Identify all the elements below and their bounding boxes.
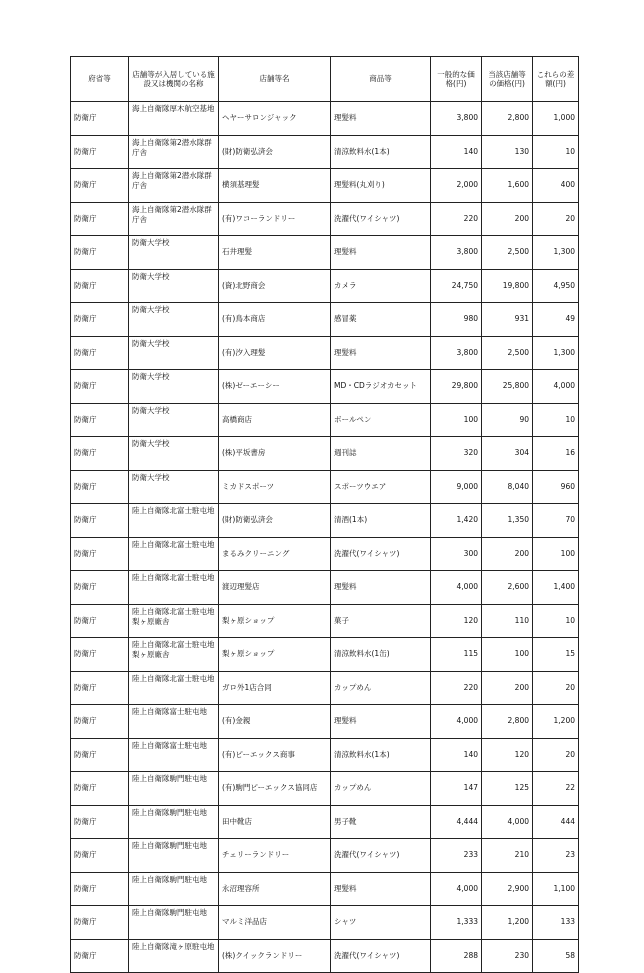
table-row	[71, 906, 579, 940]
header-store-price: 当該店舗等の価格(円)	[482, 57, 533, 102]
cell-difference: 10	[533, 403, 579, 437]
cell-facility: 陸上自衛隊駒門駐屯地	[129, 906, 219, 940]
cell-general-price: 4,444	[431, 805, 482, 839]
cell-ministry: 防衛庁	[71, 336, 129, 370]
table-row	[71, 805, 579, 839]
header-ministry: 府省等	[71, 57, 129, 102]
cell-store: 田中靴店	[219, 805, 331, 839]
cell-product: ボールペン	[331, 403, 431, 437]
cell-general-price: 9,000	[431, 470, 482, 504]
cell-store: まるみクリーニング	[219, 537, 331, 571]
cell-facility: 海上自衛隊第2潜水隊群庁舎	[129, 135, 219, 169]
cell-product: 理髪料	[331, 705, 431, 739]
cell-ministry: 防衛庁	[71, 269, 129, 303]
cell-store-price: 230	[482, 939, 533, 973]
cell-general-price: 980	[431, 303, 482, 337]
cell-ministry: 防衛庁	[71, 236, 129, 270]
cell-product: 理髪料	[331, 872, 431, 906]
cell-general-price: 220	[431, 202, 482, 236]
cell-store: (有)鳥本商店	[219, 303, 331, 337]
table-row	[71, 939, 579, 973]
table-row	[71, 872, 579, 906]
cell-facility: 防衛大学校	[129, 303, 219, 337]
cell-facility: 陸上自衛隊北富士駐屯地梨ヶ原廠舎	[129, 604, 219, 638]
cell-store: 横須基理髪	[219, 169, 331, 203]
cell-product: カメラ	[331, 269, 431, 303]
cell-store: (株)平坂書房	[219, 437, 331, 471]
cell-difference: 400	[533, 169, 579, 203]
cell-ministry: 防衛庁	[71, 805, 129, 839]
cell-facility: 防衛大学校	[129, 336, 219, 370]
cell-ministry: 防衛庁	[71, 939, 129, 973]
cell-store: (有)金親	[219, 705, 331, 739]
cell-difference: 1,200	[533, 705, 579, 739]
table-row	[71, 705, 579, 739]
cell-ministry: 防衛庁	[71, 403, 129, 437]
cell-difference: 960	[533, 470, 579, 504]
cell-ministry: 防衛庁	[71, 169, 129, 203]
header-store: 店舗等名	[219, 57, 331, 102]
cell-product: 清涼飲料水(1缶)	[331, 638, 431, 672]
cell-facility: 海上自衛隊厚木航空基地	[129, 102, 219, 136]
cell-facility: 防衛大学校	[129, 403, 219, 437]
cell-store-price: 2,600	[482, 571, 533, 605]
cell-difference: 10	[533, 135, 579, 169]
cell-store: (有)ピーエックス商事	[219, 738, 331, 772]
cell-ministry: 防衛庁	[71, 671, 129, 705]
cell-store-price: 200	[482, 671, 533, 705]
table-row	[71, 370, 579, 404]
cell-ministry: 防衛庁	[71, 537, 129, 571]
cell-general-price: 115	[431, 638, 482, 672]
cell-store: マルミ洋品店	[219, 906, 331, 940]
cell-facility: 防衛大学校	[129, 236, 219, 270]
cell-product: 理髪料	[331, 571, 431, 605]
cell-general-price: 140	[431, 738, 482, 772]
document-page	[70, 56, 579, 973]
cell-store-price: 19,800	[482, 269, 533, 303]
cell-general-price: 320	[431, 437, 482, 471]
cell-product: 清涼飲料水(1本)	[331, 135, 431, 169]
cell-ministry: 防衛庁	[71, 437, 129, 471]
cell-general-price: 3,800	[431, 102, 482, 136]
cell-difference: 15	[533, 638, 579, 672]
cell-difference: 22	[533, 772, 579, 806]
cell-difference: 58	[533, 939, 579, 973]
cell-product: 菓子	[331, 604, 431, 638]
cell-product: 洗濯代(ワイシャツ)	[331, 839, 431, 873]
cell-general-price: 233	[431, 839, 482, 873]
cell-product: 洗濯代(ワイシャツ)	[331, 537, 431, 571]
table-row	[71, 772, 579, 806]
table-row	[71, 336, 579, 370]
cell-general-price: 300	[431, 537, 482, 571]
header-facility: 店舗等が入居している施設又は機関の名称	[129, 57, 219, 102]
table-row	[71, 437, 579, 471]
cell-store: (有)汐入理髪	[219, 336, 331, 370]
cell-general-price: 100	[431, 403, 482, 437]
cell-store: (有)ワコーランドリー	[219, 202, 331, 236]
cell-store: チェリーランドリー	[219, 839, 331, 873]
cell-store-price: 2,500	[482, 336, 533, 370]
cell-store-price: 25,800	[482, 370, 533, 404]
table-row	[71, 504, 579, 538]
cell-general-price: 4,000	[431, 705, 482, 739]
cell-facility: 防衛大学校	[129, 437, 219, 471]
cell-ministry: 防衛庁	[71, 604, 129, 638]
cell-store: (株)クイックランドリー	[219, 939, 331, 973]
cell-difference: 1,300	[533, 236, 579, 270]
cell-facility: 防衛大学校	[129, 370, 219, 404]
table-row	[71, 738, 579, 772]
cell-store: 渡辺理髪店	[219, 571, 331, 605]
cell-store: 高橋商店	[219, 403, 331, 437]
cell-store: (財)防衛弘済会	[219, 135, 331, 169]
cell-difference: 4,000	[533, 370, 579, 404]
table-body	[71, 102, 579, 973]
cell-facility: 陸上自衛隊駒門駐屯地	[129, 772, 219, 806]
cell-product: スポーツウエア	[331, 470, 431, 504]
cell-store-price: 304	[482, 437, 533, 471]
cell-ministry: 防衛庁	[71, 303, 129, 337]
cell-store-price: 931	[482, 303, 533, 337]
cell-ministry: 防衛庁	[71, 738, 129, 772]
cell-store-price: 2,500	[482, 236, 533, 270]
cell-facility: 防衛大学校	[129, 269, 219, 303]
cell-store: (株)ゼーエーシー	[219, 370, 331, 404]
cell-ministry: 防衛庁	[71, 839, 129, 873]
table-row	[71, 839, 579, 873]
cell-store-price: 1,600	[482, 169, 533, 203]
cell-general-price: 120	[431, 604, 482, 638]
cell-facility: 陸上自衛隊駒門駐屯地	[129, 805, 219, 839]
cell-store: ヘヤーサロンジャック	[219, 102, 331, 136]
table-row	[71, 169, 579, 203]
cell-general-price: 288	[431, 939, 482, 973]
cell-ministry: 防衛庁	[71, 705, 129, 739]
cell-general-price: 29,800	[431, 370, 482, 404]
cell-store-price: 2,900	[482, 872, 533, 906]
cell-product: 理髪料	[331, 336, 431, 370]
cell-difference: 20	[533, 671, 579, 705]
header-product: 商品等	[331, 57, 431, 102]
cell-difference: 70	[533, 504, 579, 538]
cell-difference: 100	[533, 537, 579, 571]
cell-store-price: 1,200	[482, 906, 533, 940]
cell-store: 永沼理容所	[219, 872, 331, 906]
cell-store-price: 200	[482, 537, 533, 571]
cell-difference: 20	[533, 202, 579, 236]
cell-difference: 23	[533, 839, 579, 873]
cell-product: カップめん	[331, 671, 431, 705]
cell-general-price: 1,420	[431, 504, 482, 538]
cell-store: 石井理髪	[219, 236, 331, 270]
cell-difference: 20	[533, 738, 579, 772]
cell-facility: 陸上自衛隊北富士駐屯地	[129, 671, 219, 705]
header-general-price: 一般的な価格(円)	[431, 57, 482, 102]
cell-difference: 444	[533, 805, 579, 839]
cell-product: 理髪料	[331, 102, 431, 136]
cell-store-price: 1,350	[482, 504, 533, 538]
cell-store-price: 8,040	[482, 470, 533, 504]
cell-difference: 1,000	[533, 102, 579, 136]
table-row	[71, 571, 579, 605]
cell-difference: 133	[533, 906, 579, 940]
cell-store: 梨ヶ原ショップ	[219, 604, 331, 638]
cell-facility: 海上自衛隊第2潜水隊群庁舎	[129, 169, 219, 203]
table-header-row	[71, 57, 579, 102]
cell-product: 感冒薬	[331, 303, 431, 337]
cell-store-price: 130	[482, 135, 533, 169]
cell-difference: 16	[533, 437, 579, 471]
cell-store-price: 100	[482, 638, 533, 672]
cell-store-price: 210	[482, 839, 533, 873]
table-row	[71, 537, 579, 571]
cell-ministry: 防衛庁	[71, 370, 129, 404]
cell-general-price: 24,750	[431, 269, 482, 303]
cell-store-price: 2,800	[482, 705, 533, 739]
cell-difference: 4,950	[533, 269, 579, 303]
cell-facility: 陸上自衛隊富士駐屯地	[129, 705, 219, 739]
cell-product: 男子靴	[331, 805, 431, 839]
cell-general-price: 1,333	[431, 906, 482, 940]
cell-facility: 陸上自衛隊北富士駐屯地梨ヶ原廠舎	[129, 638, 219, 672]
table-row	[71, 671, 579, 705]
cell-facility: 陸上自衛隊駒門駐屯地	[129, 872, 219, 906]
cell-store: (財)防衛弘済会	[219, 504, 331, 538]
cell-store: ミカドスポーツ	[219, 470, 331, 504]
cell-ministry: 防衛庁	[71, 504, 129, 538]
cell-facility: 海上自衛隊第2潜水隊群庁舎	[129, 202, 219, 236]
table-row	[71, 470, 579, 504]
cell-general-price: 3,800	[431, 336, 482, 370]
cell-product: MD・CDラジオカセット	[331, 370, 431, 404]
table-row	[71, 638, 579, 672]
cell-ministry: 防衛庁	[71, 571, 129, 605]
cell-product: 理髪料	[331, 236, 431, 270]
table-row	[71, 604, 579, 638]
cell-store-price: 120	[482, 738, 533, 772]
cell-store-price: 2,800	[482, 102, 533, 136]
cell-ministry: 防衛庁	[71, 202, 129, 236]
price-comparison-table	[70, 56, 579, 973]
cell-product: 洗濯代(ワイシャツ)	[331, 202, 431, 236]
table-row	[71, 102, 579, 136]
cell-product: 清酒(1本)	[331, 504, 431, 538]
cell-general-price: 147	[431, 772, 482, 806]
cell-ministry: 防衛庁	[71, 772, 129, 806]
cell-facility: 陸上自衛隊北富士駐屯地	[129, 537, 219, 571]
cell-store-price: 200	[482, 202, 533, 236]
table-row	[71, 303, 579, 337]
cell-ministry: 防衛庁	[71, 135, 129, 169]
cell-general-price: 4,000	[431, 872, 482, 906]
cell-product: シャツ	[331, 906, 431, 940]
cell-store: (資)北野商会	[219, 269, 331, 303]
cell-product: 清涼飲料水(1本)	[331, 738, 431, 772]
cell-product: 理髪料(丸刈り)	[331, 169, 431, 203]
header-difference: これらの差額(円)	[533, 57, 579, 102]
cell-general-price: 140	[431, 135, 482, 169]
cell-difference: 1,400	[533, 571, 579, 605]
cell-store-price: 4,000	[482, 805, 533, 839]
cell-general-price: 3,800	[431, 236, 482, 270]
cell-facility: 陸上自衛隊北富士駐屯地	[129, 571, 219, 605]
cell-facility: 防衛大学校	[129, 470, 219, 504]
cell-facility: 陸上自衛隊駒門駐屯地	[129, 839, 219, 873]
cell-difference: 1,300	[533, 336, 579, 370]
cell-ministry: 防衛庁	[71, 638, 129, 672]
table-row	[71, 403, 579, 437]
cell-product: カップめん	[331, 772, 431, 806]
table-row	[71, 202, 579, 236]
cell-ministry: 防衛庁	[71, 906, 129, 940]
table-row	[71, 135, 579, 169]
cell-product: 洗濯代(ワイシャツ)	[331, 939, 431, 973]
table-row	[71, 236, 579, 270]
cell-difference: 1,100	[533, 872, 579, 906]
cell-general-price: 2,000	[431, 169, 482, 203]
cell-facility: 陸上自衛隊滝ヶ原駐屯地	[129, 939, 219, 973]
cell-ministry: 防衛庁	[71, 872, 129, 906]
table-row	[71, 269, 579, 303]
cell-store: ガロ外1店合同	[219, 671, 331, 705]
cell-product: 週刊誌	[331, 437, 431, 471]
cell-store-price: 90	[482, 403, 533, 437]
cell-ministry: 防衛庁	[71, 470, 129, 504]
cell-store: 梨ヶ原ショップ	[219, 638, 331, 672]
cell-store: (有)駒門ピーエックス協同店	[219, 772, 331, 806]
cell-store-price: 125	[482, 772, 533, 806]
cell-general-price: 4,000	[431, 571, 482, 605]
cell-facility: 陸上自衛隊北富士駐屯地	[129, 504, 219, 538]
cell-ministry: 防衛庁	[71, 102, 129, 136]
cell-difference: 10	[533, 604, 579, 638]
cell-store-price: 110	[482, 604, 533, 638]
cell-general-price: 220	[431, 671, 482, 705]
cell-facility: 陸上自衛隊富士駐屯地	[129, 738, 219, 772]
cell-difference: 49	[533, 303, 579, 337]
